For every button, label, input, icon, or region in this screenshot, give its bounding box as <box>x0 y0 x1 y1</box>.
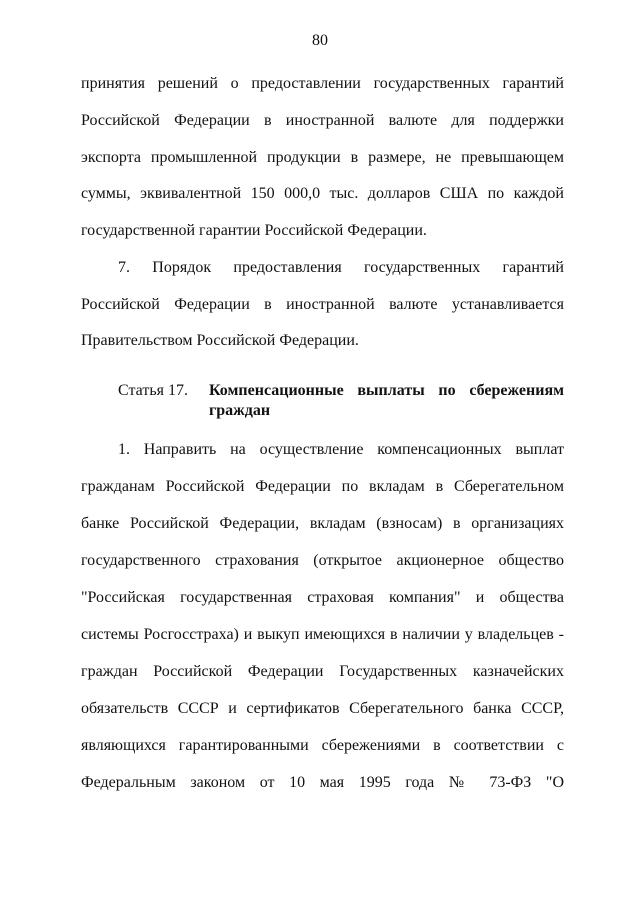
text-line: государственной гарантии Российской Федерации. <box>81 222 427 239</box>
text-line: являющихся гарантированными сбережениями в соответствии с <box>81 737 564 754</box>
text-line: государственного страхования (открытое акционерное общество <box>81 552 564 569</box>
text-line: "Российская государственная страховая компания" и общества <box>81 589 564 606</box>
text-line: системы Росгосстраха) и выкуп имеющихся в наличии у владельцев - <box>81 626 564 643</box>
text-line: гражданам Российской Федерации по вкладам в Сберегательном <box>81 478 564 495</box>
page-number: 80 <box>312 32 328 49</box>
text-line: суммы, эквивалентной 150 000,0 тыс. долларов США по каждой <box>81 185 564 202</box>
text-line: 7. Порядок предоставления государственных гарантий <box>118 259 564 276</box>
text-line: обязательств СССР и сертификатов Сберегательного банка СССР, <box>81 700 564 717</box>
text-line: Федеральным законом от 10 мая 1995 года № 73-ФЗ "О <box>81 774 564 791</box>
article-label: Статья 17. <box>118 382 188 399</box>
text-line: Правительством Российской Федерации. <box>81 332 359 349</box>
text-line: банке Российской Федерации, вкладам (взносам) в организациях <box>81 515 564 532</box>
text-line: принятия решений о предоставлении государственных гарантий <box>81 75 564 92</box>
text-line: Российской Федерации в иностранной валюте устанавливается <box>81 296 564 313</box>
article-title-line: Компенсационные выплаты по сбережениям <box>209 382 564 399</box>
text-line: Российской Федерации в иностранной валюте для поддержки <box>81 112 564 129</box>
text-line: экспорта промышленной продукции в размере, не превышающем <box>81 149 564 166</box>
text-line: 1. Направить на осуществление компенсационных выплат <box>118 441 564 458</box>
article-title-line: граждан <box>209 402 271 419</box>
text-line: граждан Российской Федерации Государственных казначейских <box>81 663 564 680</box>
